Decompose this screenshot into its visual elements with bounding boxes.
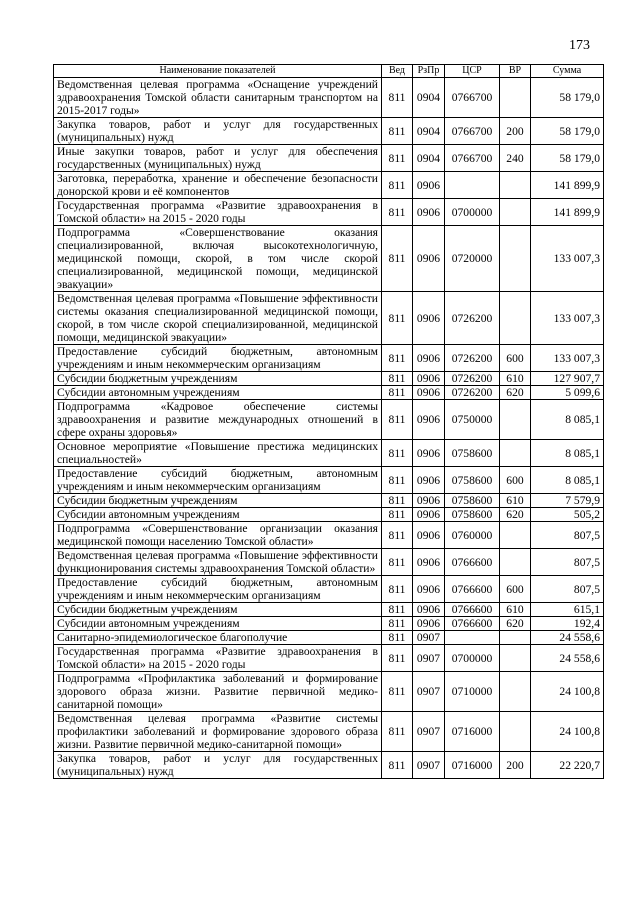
table-row — [54, 712, 604, 752]
cell-name: Санитарно-эпидемиологическое благополучие — [54, 631, 382, 645]
table-row — [54, 617, 604, 631]
table-header-row — [54, 65, 604, 78]
cell-ved: 811 — [382, 172, 413, 199]
table-row — [54, 145, 604, 172]
cell-vr: 200 — [500, 118, 531, 145]
cell-sum: 141 899,9 — [531, 172, 604, 199]
cell-name: Подпрограмма «Совершенствование оказания специализированной, включая высокотехнологичную, медицинской помощи, скорой, в том числе скорой специализированной, медицинской помощи, медицинской эвакуации» — [54, 226, 382, 292]
cell-ved: 811 — [382, 672, 413, 712]
cell-sum: 58 179,0 — [531, 118, 604, 145]
table-row — [54, 400, 604, 440]
cell-vr — [500, 549, 531, 576]
header-vr: ВР — [500, 65, 531, 78]
cell-vr: 240 — [500, 145, 531, 172]
cell-csr: 0726200 — [445, 292, 500, 345]
cell-csr: 0766700 — [445, 145, 500, 172]
page-number: 173 — [569, 38, 590, 53]
cell-ved: 811 — [382, 508, 413, 522]
budget-table — [53, 64, 604, 779]
cell-sum: 807,5 — [531, 576, 604, 603]
cell-rzpr: 0907 — [413, 631, 445, 645]
cell-name: Ведомственная целевая программа «Повышение эффективности функционирования системы здравоохранения Томской области» — [54, 549, 382, 576]
cell-rzpr: 0906 — [413, 292, 445, 345]
cell-rzpr: 0906 — [413, 494, 445, 508]
cell-rzpr: 0906 — [413, 199, 445, 226]
cell-vr — [500, 440, 531, 467]
cell-sum: 8 085,1 — [531, 440, 604, 467]
cell-ved: 811 — [382, 145, 413, 172]
cell-rzpr: 0904 — [413, 145, 445, 172]
cell-vr — [500, 226, 531, 292]
cell-ved: 811 — [382, 467, 413, 494]
cell-ved: 811 — [382, 522, 413, 549]
cell-sum: 7 579,9 — [531, 494, 604, 508]
table-row — [54, 345, 604, 372]
table-row — [54, 494, 604, 508]
cell-csr: 0758600 — [445, 467, 500, 494]
table-row — [54, 467, 604, 494]
cell-vr: 600 — [500, 345, 531, 372]
cell-rzpr: 0906 — [413, 226, 445, 292]
cell-vr — [500, 672, 531, 712]
cell-name: Субсидии бюджетным учреждениям — [54, 494, 382, 508]
table-row — [54, 549, 604, 576]
cell-csr: 0716000 — [445, 752, 500, 779]
cell-rzpr: 0906 — [413, 345, 445, 372]
cell-sum: 24 100,8 — [531, 672, 604, 712]
cell-ved: 811 — [382, 603, 413, 617]
cell-rzpr: 0904 — [413, 78, 445, 118]
cell-name: Подпрограмма «Совершенствование организации оказания медицинской помощи населению Томской области» — [54, 522, 382, 549]
cell-vr — [500, 712, 531, 752]
header-csr: ЦСР — [445, 65, 500, 78]
table-row — [54, 386, 604, 400]
cell-sum: 615,1 — [531, 603, 604, 617]
table-row — [54, 372, 604, 386]
cell-name: Предоставление субсидий бюджетным, автономным учреждениям и иным некоммерческим организациям — [54, 467, 382, 494]
cell-csr: 0758600 — [445, 494, 500, 508]
cell-ved: 811 — [382, 645, 413, 672]
cell-sum: 8 085,1 — [531, 400, 604, 440]
cell-ved: 811 — [382, 400, 413, 440]
table-row — [54, 118, 604, 145]
cell-ved: 811 — [382, 226, 413, 292]
cell-vr — [500, 78, 531, 118]
cell-ved: 811 — [382, 576, 413, 603]
cell-csr: 0766600 — [445, 576, 500, 603]
cell-csr: 0758600 — [445, 508, 500, 522]
cell-rzpr: 0907 — [413, 672, 445, 712]
cell-name: Субсидии автономным учреждениям — [54, 508, 382, 522]
cell-csr: 0710000 — [445, 672, 500, 712]
cell-name: Ведомственная целевая программа «Развитие системы профилактики заболеваний и формирование здорового образа жизни. Развитие первичной медико-санитарной помощи» — [54, 712, 382, 752]
cell-sum: 133 007,3 — [531, 292, 604, 345]
cell-csr: 0760000 — [445, 522, 500, 549]
table-row — [54, 508, 604, 522]
header-rzpr: РзПр — [413, 65, 445, 78]
cell-vr — [500, 172, 531, 199]
cell-name: Ведомственная целевая программа «Оснащение учреждений здравоохранения Томской области санитарным транспортом на 2015-2017 годы» — [54, 78, 382, 118]
cell-name: Субсидии бюджетным учреждениям — [54, 372, 382, 386]
cell-sum: 133 007,3 — [531, 345, 604, 372]
cell-rzpr: 0907 — [413, 752, 445, 779]
cell-name: Государственная программа «Развитие здравоохранения в Томской области» на 2015 - 2020 годы — [54, 199, 382, 226]
cell-sum: 133 007,3 — [531, 226, 604, 292]
cell-ved: 811 — [382, 494, 413, 508]
cell-rzpr: 0906 — [413, 617, 445, 631]
cell-vr: 200 — [500, 752, 531, 779]
cell-csr: 0720000 — [445, 226, 500, 292]
cell-rzpr: 0906 — [413, 576, 445, 603]
table-row — [54, 199, 604, 226]
cell-rzpr: 0906 — [413, 467, 445, 494]
cell-csr: 0758600 — [445, 440, 500, 467]
cell-vr — [500, 199, 531, 226]
cell-vr — [500, 292, 531, 345]
cell-sum: 22 220,7 — [531, 752, 604, 779]
cell-vr — [500, 400, 531, 440]
cell-rzpr: 0906 — [413, 522, 445, 549]
cell-csr: 0726200 — [445, 345, 500, 372]
cell-sum: 24 558,6 — [531, 631, 604, 645]
cell-rzpr: 0906 — [413, 603, 445, 617]
cell-sum: 807,5 — [531, 522, 604, 549]
cell-csr — [445, 631, 500, 645]
cell-name: Иные закупки товаров, работ и услуг для обеспечения государственных (муниципальных) нужд — [54, 145, 382, 172]
header-ved: Вед — [382, 65, 413, 78]
cell-sum: 192,4 — [531, 617, 604, 631]
cell-sum: 5 099,6 — [531, 386, 604, 400]
cell-name: Предоставление субсидий бюджетным, автономным учреждениям и иным некоммерческим организациям — [54, 576, 382, 603]
cell-ved: 811 — [382, 78, 413, 118]
table-row — [54, 172, 604, 199]
cell-csr: 0766600 — [445, 603, 500, 617]
table-row — [54, 645, 604, 672]
cell-name: Закупка товаров, работ и услуг для государственных (муниципальных) нужд — [54, 118, 382, 145]
cell-csr: 0716000 — [445, 712, 500, 752]
cell-rzpr: 0906 — [413, 508, 445, 522]
cell-vr: 620 — [500, 508, 531, 522]
cell-ved: 811 — [382, 549, 413, 576]
table-row — [54, 576, 604, 603]
cell-vr — [500, 645, 531, 672]
cell-name: Закупка товаров, работ и услуг для государственных (муниципальных) нужд — [54, 752, 382, 779]
cell-csr: 0700000 — [445, 645, 500, 672]
cell-csr: 0700000 — [445, 199, 500, 226]
cell-sum: 807,5 — [531, 549, 604, 576]
cell-sum: 141 899,9 — [531, 199, 604, 226]
cell-csr: 0766600 — [445, 617, 500, 631]
table-row — [54, 522, 604, 549]
cell-csr: 0726200 — [445, 372, 500, 386]
cell-vr: 610 — [500, 603, 531, 617]
cell-sum: 58 179,0 — [531, 145, 604, 172]
cell-name: Основное мероприятие «Повышение престижа медицинских специальностей» — [54, 440, 382, 467]
cell-rzpr: 0906 — [413, 386, 445, 400]
table-row — [54, 752, 604, 779]
table-row — [54, 672, 604, 712]
cell-rzpr: 0907 — [413, 712, 445, 752]
cell-vr — [500, 522, 531, 549]
cell-ved: 811 — [382, 712, 413, 752]
table-row — [54, 292, 604, 345]
cell-name: Заготовка, переработка, хранение и обеспечение безопасности донорской крови и её компонентов — [54, 172, 382, 199]
cell-csr: 0766700 — [445, 118, 500, 145]
cell-sum: 505,2 — [531, 508, 604, 522]
cell-vr: 620 — [500, 386, 531, 400]
cell-sum: 58 179,0 — [531, 78, 604, 118]
cell-ved: 811 — [382, 440, 413, 467]
cell-csr: 0766700 — [445, 78, 500, 118]
cell-ved: 811 — [382, 617, 413, 631]
cell-name: Субсидии автономным учреждениям — [54, 617, 382, 631]
cell-csr — [445, 172, 500, 199]
cell-vr: 600 — [500, 576, 531, 603]
cell-name: Ведомственная целевая программа «Повышение эффективности системы оказания специализированной медицинской помощи, скорой, в том числе скорой специализированной, медицинской помощи, медицинской эвакуации» — [54, 292, 382, 345]
table-row — [54, 603, 604, 617]
header-sum: Сумма — [531, 65, 604, 78]
cell-ved: 811 — [382, 386, 413, 400]
header-name: Наименование показателей — [54, 65, 382, 78]
table-row — [54, 226, 604, 292]
cell-name: Государственная программа «Развитие здравоохранения в Томской области» на 2015 - 2020 годы — [54, 645, 382, 672]
table-body — [54, 78, 604, 779]
cell-csr: 0726200 — [445, 386, 500, 400]
cell-sum: 127 907,7 — [531, 372, 604, 386]
cell-ved: 811 — [382, 631, 413, 645]
cell-vr: 600 — [500, 467, 531, 494]
cell-vr: 610 — [500, 494, 531, 508]
cell-rzpr: 0906 — [413, 400, 445, 440]
cell-ved: 811 — [382, 118, 413, 145]
cell-ved: 811 — [382, 292, 413, 345]
cell-vr: 620 — [500, 617, 531, 631]
cell-name: Предоставление субсидий бюджетным, автономным учреждениям и иным некоммерческим организациям — [54, 345, 382, 372]
cell-rzpr: 0906 — [413, 372, 445, 386]
cell-name: Подпрограмма «Кадровое обеспечение системы здравоохранения и развитие международных отношений в сфере охраны здоровья» — [54, 400, 382, 440]
table-row — [54, 78, 604, 118]
cell-sum: 8 085,1 — [531, 467, 604, 494]
cell-rzpr: 0904 — [413, 118, 445, 145]
cell-vr: 610 — [500, 372, 531, 386]
cell-ved: 811 — [382, 372, 413, 386]
cell-name: Подпрограмма «Профилактика заболеваний и формирование здорового образа жизни. Развитие первичной медико-санитарной помощи» — [54, 672, 382, 712]
cell-rzpr: 0906 — [413, 440, 445, 467]
cell-csr: 0766600 — [445, 549, 500, 576]
cell-sum: 24 100,8 — [531, 712, 604, 752]
table-row — [54, 440, 604, 467]
cell-sum: 24 558,6 — [531, 645, 604, 672]
cell-name: Субсидии автономным учреждениям — [54, 386, 382, 400]
table-row — [54, 631, 604, 645]
cell-csr: 0750000 — [445, 400, 500, 440]
cell-vr — [500, 631, 531, 645]
cell-ved: 811 — [382, 345, 413, 372]
cell-rzpr: 0906 — [413, 172, 445, 199]
cell-rzpr: 0906 — [413, 549, 445, 576]
cell-ved: 811 — [382, 199, 413, 226]
cell-ved: 811 — [382, 752, 413, 779]
cell-rzpr: 0907 — [413, 645, 445, 672]
cell-name: Субсидии бюджетным учреждениям — [54, 603, 382, 617]
